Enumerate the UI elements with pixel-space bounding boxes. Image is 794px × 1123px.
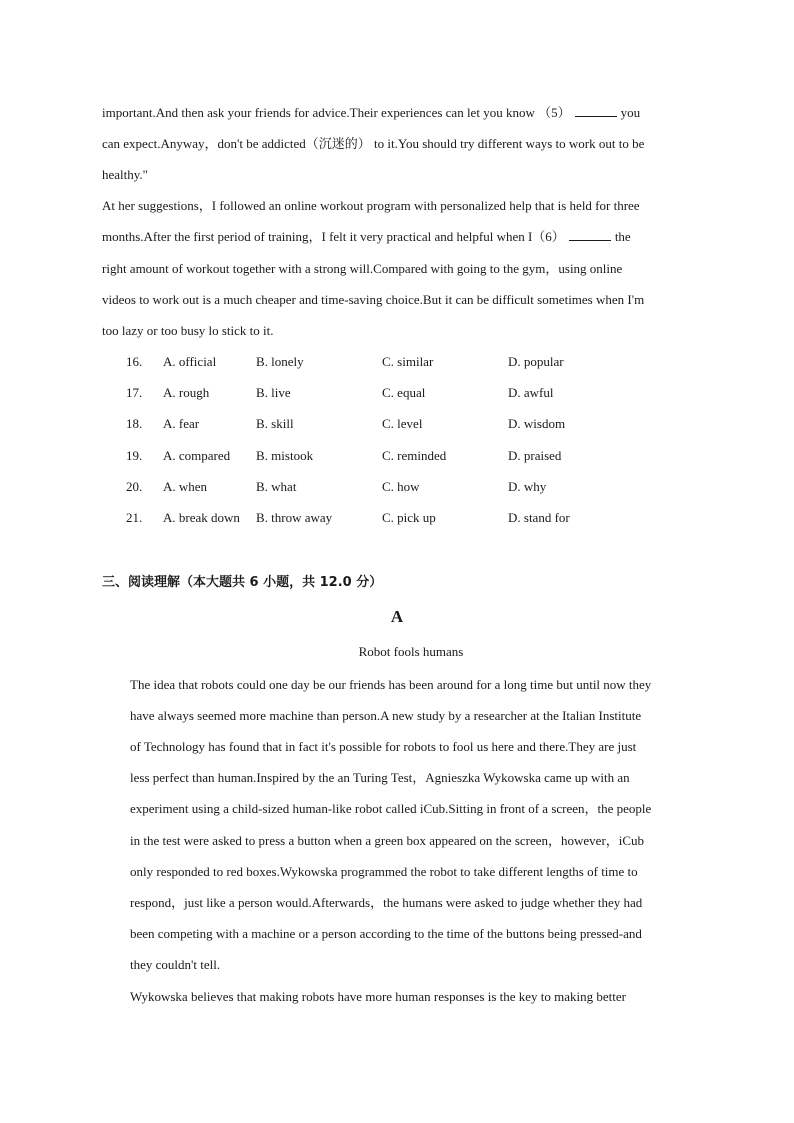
option-c: C. pick up: [382, 510, 436, 525]
question-number: 16.: [126, 354, 143, 369]
option-c: C. reminded: [382, 448, 447, 463]
option-b: B. skill: [256, 416, 294, 431]
option-b: B. throw away: [256, 510, 333, 525]
option-b: B. lonely: [256, 354, 304, 369]
cloze-text: important.And then ask your friends for advice.Their experiences can let you know （5）: [102, 105, 571, 120]
option-a: A. when: [163, 479, 208, 494]
passage-line: have always seemed more machine than person.A new study by a researcher at the Italian Institute: [130, 708, 642, 723]
passage-line: experiment using a child-sized human-like robot called iCub.Sitting in front of a screen，the people: [130, 801, 652, 816]
option-d: D. praised: [508, 448, 562, 463]
option-d: D. wisdom: [508, 416, 566, 431]
passage-line: of Technology has found that in fact it's possible for robots to fool us here and there.They are just: [130, 739, 637, 754]
passage-line: The idea that robots could one day be our friends has been around for a long time but until now they: [130, 677, 652, 692]
cloze-line-3: healthy.": [102, 167, 148, 182]
option-d: D. popular: [508, 354, 564, 369]
option-c: C. equal: [382, 385, 426, 400]
option-d: D. why: [508, 479, 547, 494]
option-a: A. fear: [163, 416, 200, 431]
cloze-line-2: can expect.Anyway，don't be addicted（沉迷的） to it.You should try different ways to work out to be: [102, 136, 645, 151]
cloze-line-8: too lazy or too busy lo stick to it.: [102, 323, 274, 338]
cloze-line-5: [102, 229, 631, 245]
option-a: A. official: [163, 354, 217, 369]
option-c: C. how: [382, 479, 420, 494]
cloze-line-4: At her suggestions，I followed an online workout program with personalized help that is held for three: [102, 198, 640, 213]
cloze-text: months.After the first period of training，I felt it very practical and helpful when I（6）: [102, 229, 565, 244]
question-number: 19.: [126, 448, 143, 463]
passage-line: only responded to red boxes.Wykowska programmed the robot to take different lengths of time to: [130, 864, 638, 879]
section-heading: 三、阅读理解（本大题共 6 小题，共 12.0 分）: [102, 575, 383, 590]
option-a: A. break down: [163, 510, 240, 525]
passage-line: been competing with a machine or a person according to the time of the buttons being pressed-and: [130, 926, 642, 941]
passage-label: A: [390, 607, 404, 626]
passage-line: respond，just like a person would.Afterwards，the humans were asked to judge whether they had: [130, 895, 643, 910]
cloze-line-6: right amount of workout together with a strong will.Compared with going to the gym，using online: [102, 261, 623, 276]
option-a: A. compared: [163, 448, 231, 463]
answer-blank-6: [569, 230, 611, 241]
cloze-line-7: videos to work out is a much cheaper and time-saving choice.But it can be difficult sometimes when I'm: [102, 292, 645, 307]
option-c: C. level: [382, 416, 423, 431]
option-b: B. mistook: [256, 448, 314, 463]
cloze-text: the: [614, 229, 631, 244]
question-number: 17.: [126, 385, 143, 400]
question-number: 21.: [126, 510, 143, 525]
option-b: B. live: [256, 385, 291, 400]
question-number: 20.: [126, 479, 143, 494]
passage-line: less perfect than human.Inspired by the an Turing Test，Agnieszka Wykowska came up with an: [130, 770, 630, 785]
option-d: D. awful: [508, 385, 554, 400]
option-d: D. stand for: [508, 510, 570, 525]
passage-line: in the test were asked to press a button when a green box appeared on the screen，however，iCub: [130, 833, 645, 848]
question-number: 18.: [126, 416, 143, 431]
option-c: C. similar: [382, 354, 434, 369]
passage-title: Robot fools humans: [358, 644, 464, 659]
cloze-text: you: [620, 105, 641, 120]
option-a: A. rough: [163, 385, 210, 400]
passage-line: they couldn't tell.: [130, 957, 221, 972]
option-b: B. what: [256, 479, 297, 494]
passage-line: Wykowska believes that making robots have more human responses is the key to making better: [130, 989, 626, 1004]
cloze-line-1: [102, 105, 640, 121]
answer-blank-5: [575, 106, 617, 117]
